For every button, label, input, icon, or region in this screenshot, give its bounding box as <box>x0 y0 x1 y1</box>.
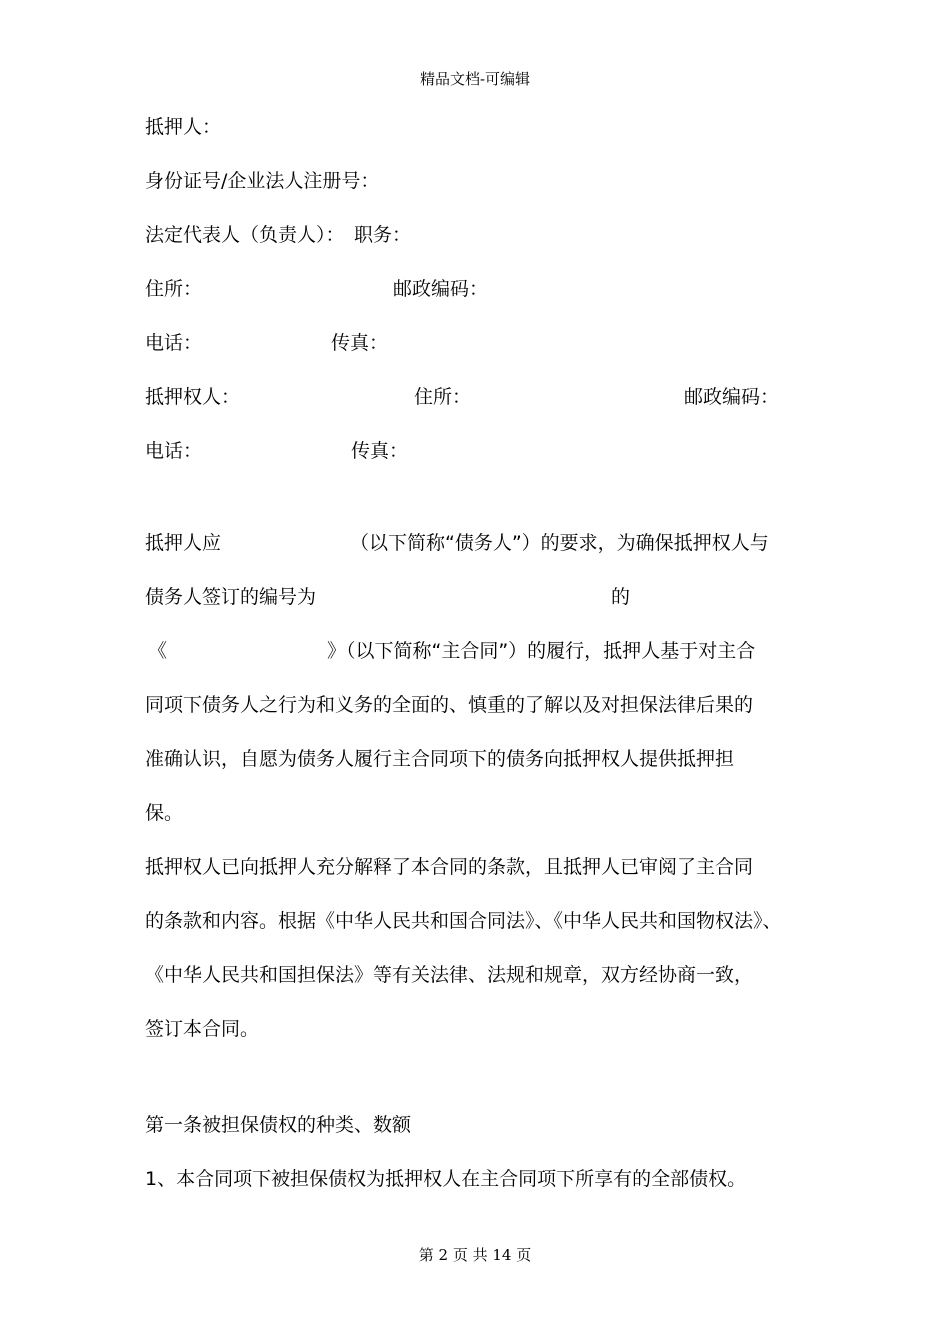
legal-rep-label: 法定代表人（负责人）： <box>145 224 345 246</box>
preamble-text: 债务人签订的编号为 <box>145 586 317 608</box>
mortgagee-label: 抵押权人： <box>145 386 241 408</box>
mortgagee-address-label: 住所： <box>414 386 472 408</box>
preamble-text: （以下简称“债务人”）的要求，为确保抵押权人与 <box>350 532 769 554</box>
id-number-label: 身份证号/企业法人注册号： <box>145 170 380 192</box>
preamble-text: 准确认识，自愿为债务人履行主合同项下的债务向抵押权人提供抵押担 <box>145 748 735 770</box>
legal-rep-position-label: 职务： <box>354 224 412 246</box>
preamble-text: 》（以下简称“主合同”）的履行，抵押人基于对主合 <box>327 640 756 662</box>
address-label: 住所： <box>145 278 203 300</box>
article-clause: 1、本合同项下被担保债权为抵押权人在主合同项下所享有的全部债权。 <box>145 1168 747 1190</box>
preamble-text: 抵押权人已向抵押人充分解释了本合同的条款，且抵押人已审阅了主合同 <box>145 856 754 878</box>
preamble-text: 《 <box>148 640 168 662</box>
preamble-text: 同项下债务人之行为和义务的全面的、慎重的了解以及对担保法律后果的 <box>145 694 754 716</box>
preamble-text: 《中华人民共和国担保法》等有关法律、法规和规章，双方经协商一致， <box>145 964 754 986</box>
mortgagee-postal-code-label: 邮政编码： <box>684 386 780 408</box>
mortgagor-label: 抵押人： <box>145 116 222 138</box>
preamble-text: 的条款和内容。根据《中华人民共和国合同法》、《中华人民共和国物权法》、 <box>145 910 782 932</box>
preamble-text: 保。 <box>145 802 184 824</box>
mortgagee-phone-label: 电话： <box>145 440 203 462</box>
preamble-text: 的 <box>611 586 631 608</box>
page-footer: 第 2 页 共 14 页 <box>418 1246 532 1264</box>
page-header: 精品文档-可编辑 <box>419 70 531 88</box>
preamble-text: 签订本合同。 <box>145 1018 260 1040</box>
postal-code-label: 邮政编码： <box>393 278 489 300</box>
mortgagee-fax-label: 传真： <box>351 440 409 462</box>
fax-label: 传真： <box>331 332 389 354</box>
article-title: 第一条被担保债权的种类、数额 <box>145 1114 412 1136</box>
preamble-text: 抵押人应 <box>145 532 222 554</box>
phone-label: 电话： <box>145 332 203 354</box>
